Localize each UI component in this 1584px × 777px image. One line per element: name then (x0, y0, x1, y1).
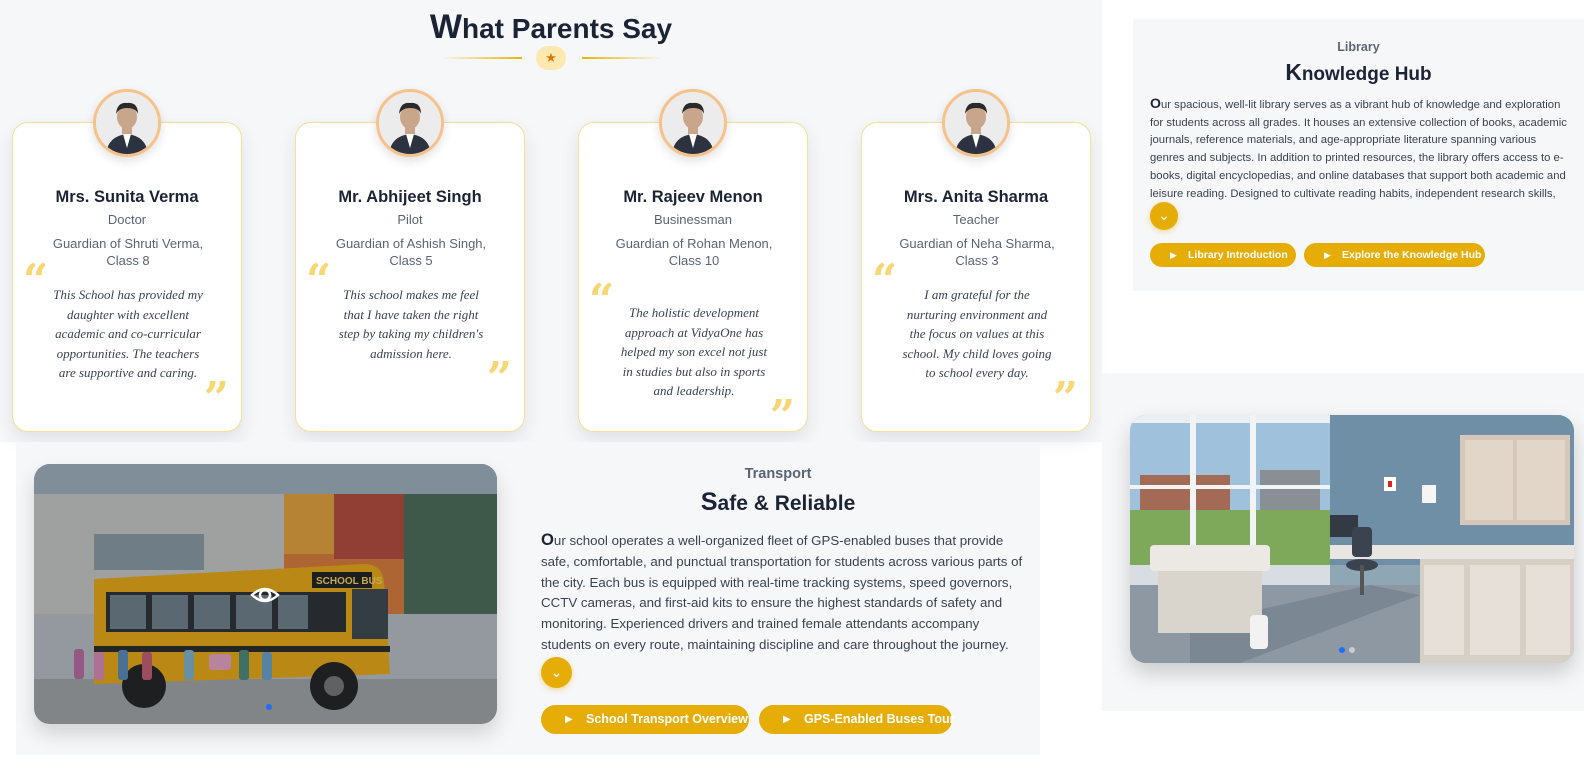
quote-close-icon: ” (1052, 373, 1078, 424)
transport-section (16, 442, 1040, 755)
testimonial-card (12, 122, 242, 432)
library-section (1133, 19, 1584, 291)
quote-close-icon: ” (486, 353, 512, 404)
title-divider (440, 46, 662, 70)
carousel-dot[interactable] (1339, 647, 1345, 653)
star-icon: ★ (536, 46, 566, 70)
chevron-down-icon: ⌄ (550, 664, 563, 680)
quote-open-icon: “ (23, 255, 49, 306)
section-label: Library (1337, 40, 1380, 54)
explore-knowledge-hub-button[interactable]: ▶ Explore the Knowledge Hub (1304, 243, 1485, 267)
testimonial-quote: This School has provided my daughter with excellent academic and co-curricular opportunities. The teachers are supportive and caring. (53, 287, 203, 380)
chevron-down-icon: ⌄ (1158, 207, 1170, 223)
infirmary-section (1102, 373, 1584, 711)
play-icon: ▶ (1170, 250, 1177, 260)
carousel-dots (266, 704, 272, 710)
parent-role: Teacher (952, 212, 1000, 227)
guardian-info: Guardian of Neha Sharma, Class 3 (899, 236, 1055, 268)
expand-button[interactable] (1150, 202, 1178, 230)
section-heading: Safe & Reliable (700, 488, 856, 516)
transport-image[interactable] (34, 464, 497, 724)
play-icon: ▶ (565, 714, 573, 725)
testimonial-quote: The holistic development approach at VidyaOne has helped my son excel not just in studies but also in sports and leadership. (620, 305, 768, 398)
avatar (376, 89, 444, 157)
section-label: Transport (744, 466, 812, 482)
quote-open-icon: “ (872, 255, 898, 306)
avatar (93, 89, 161, 157)
expand-button[interactable] (541, 657, 572, 688)
section-description: Our spacious, well-lit library serves as a vibrant hub of knowledge and exploration for students across all grades. It houses an extensive collection of books, academic journals, reference materials, and age-appropriate literature spanning various genres and subjects. In addition to printed resources, the library offers access to e-books, digital encyclopedias, and online databases that support both academic and leisure reading. Designed to cultivate reading habits, independent research skills, (1150, 95, 1567, 200)
quote-open-icon: “ (589, 275, 615, 326)
gps-buses-tour-button[interactable]: ▶ GPS-Enabled Buses Tour (759, 705, 952, 734)
parent-role: Pilot (397, 212, 423, 227)
testimonials-title: What Parents Say (429, 8, 673, 46)
play-icon: ▶ (1324, 250, 1331, 260)
carousel-dot[interactable] (1349, 647, 1355, 653)
guardian-info: Guardian of Ashish Singh, Class 5 (335, 236, 487, 268)
testimonial-quote: I am grateful for the nurturing environment and the focus on values at this school. My child loves going to school every day. (902, 287, 1052, 380)
testimonial-quote: This school makes me feel that I have taken the right step by taking my children's admission here. (338, 287, 484, 361)
guardian-info: Guardian of Shruti Verma, Class 8 (52, 236, 204, 268)
parent-name: Mr. Abhijeet Singh (338, 188, 482, 206)
library-introduction-button[interactable]: ▶ Library Introduction (1150, 243, 1296, 267)
section-description: Our school operates a well-organized fleet of GPS-enabled buses that provide safe, comfortable, and punctual transportation for students across various parts of the city. Each bus is equipped with real-time tracking systems, speed governors, CCTV cameras, and first-aid kits to ensure the highest standards of safety and monitoring. Experienced drivers and trained female attendants accompany students on every route, maintaining discipline and care throughout the journey. (541, 530, 1023, 652)
guardian-info: Guardian of Rohan Menon, Class 10 (615, 236, 773, 268)
parent-name: Mr. Rajeev Menon (623, 188, 763, 206)
eye-icon[interactable] (250, 580, 280, 610)
infirmary-image[interactable] (1130, 415, 1574, 663)
quote-close-icon: ” (769, 391, 795, 442)
parent-name: Mrs. Anita Sharma (903, 188, 1049, 206)
parent-role: Doctor (107, 212, 147, 227)
testimonial-card (295, 122, 525, 432)
parent-name: Mrs. Sunita Verma (55, 188, 199, 206)
library-panel-lower (1133, 291, 1584, 373)
school-transport-overview-button[interactable]: ▶ School Transport Overview (541, 705, 749, 734)
quote-close-icon: ” (203, 373, 229, 424)
quote-open-icon: “ (306, 255, 332, 306)
carousel-dots (1339, 647, 1355, 653)
avatar (942, 89, 1010, 157)
avatar (659, 89, 727, 157)
section-heading: Knowledge Hub (1285, 59, 1432, 85)
play-icon: ▶ (783, 714, 791, 725)
testimonial-card (861, 122, 1091, 432)
testimonial-card (578, 122, 808, 442)
parent-role: Businessman (653, 212, 733, 227)
carousel-dot[interactable] (266, 704, 272, 710)
